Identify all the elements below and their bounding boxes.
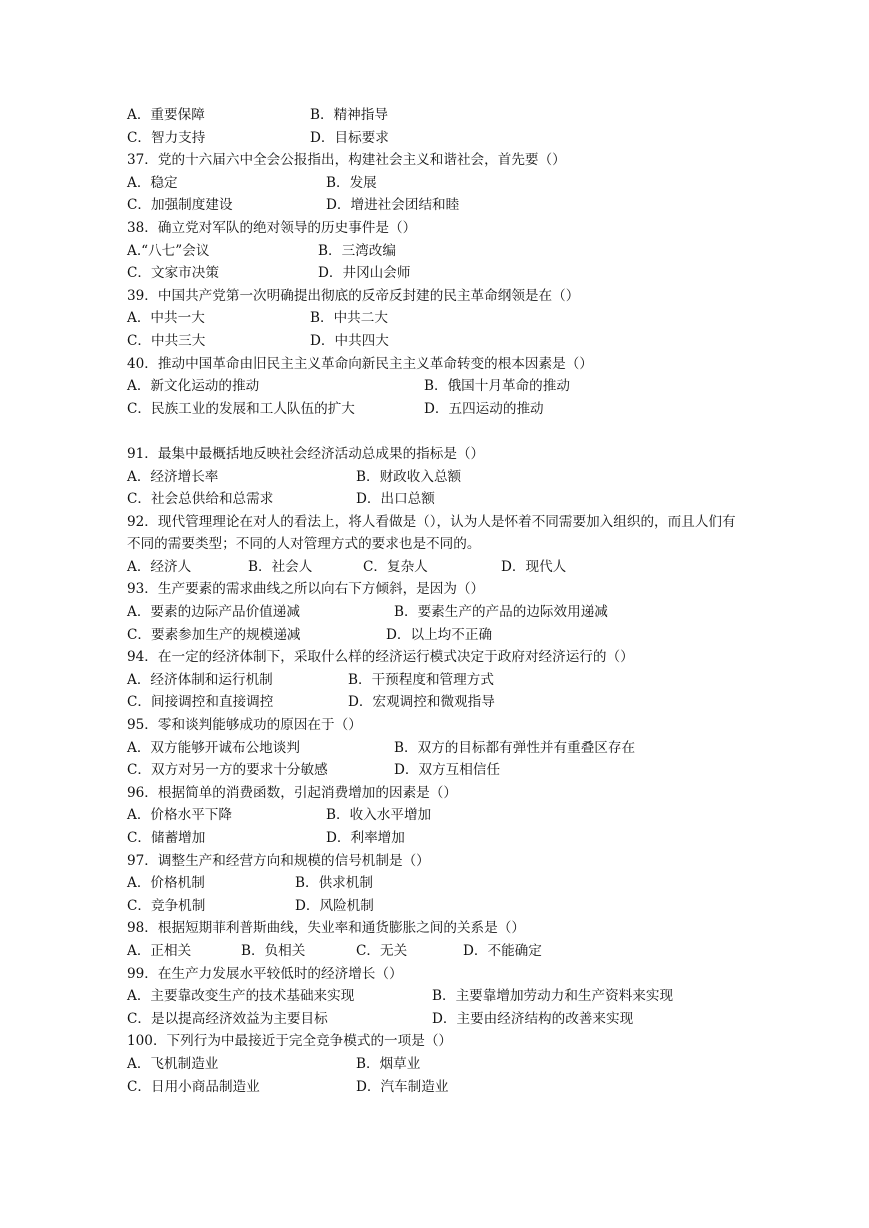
option-row [127,1076,747,1099]
option-row [127,194,747,217]
answer-option: C．是以提高经济效益为主要目标 [127,1010,328,1027]
option-row [127,330,747,353]
answer-option: B．俄国十月革命的推动 [424,378,570,395]
question-stem: 92．现代管理理论在对人的看法上，将人看做是（），认为人是怀着不同需要加入组织的，而且人们有不同的需要类型；不同的人对管理方式的要求也是不同的。 [127,513,736,553]
answer-option: B．三湾改编 [318,242,396,259]
answer-option: A．飞机制造业 [127,1055,219,1072]
answer-option: B．干预程度和管理方式 [348,671,494,688]
option-row [127,488,747,511]
answer-option: A．稳定 [127,174,178,191]
answer-option: B．双方的目标都有弹性并有重叠区存在 [394,739,636,756]
question-stem: 97．调整生产和经营方向和规模的信号机制是（） [127,852,430,869]
option-row [127,262,747,285]
answer-option: D．汽车制造业 [356,1078,449,1095]
section-party-history [127,104,747,420]
option-row [127,737,747,760]
question-q94 [127,646,747,714]
option-row [127,601,747,624]
question-q40 [127,353,747,421]
answer-option: D．五四运动的推动 [424,400,544,417]
answer-option: B．财政收入总额 [356,468,462,485]
question-q100 [127,1030,747,1098]
option-row [127,827,747,850]
option-row [127,872,747,895]
exam-page [127,104,747,1098]
answer-option: C．要素参加生产的规模递减 [127,626,301,643]
answer-option: D．中共四大 [310,332,389,349]
option-row [127,375,747,398]
answer-option: C．民族工业的发展和工人队伍的扩大 [127,400,355,417]
option-row [127,691,747,714]
answer-option: C．储蓄增加 [127,830,206,846]
question-stem: 98．根据短期菲利普斯曲线，失业率和通货膨胀之间的关系是（） [127,920,525,937]
answer-option: A.“八七”会议 [127,242,210,259]
option-row [127,804,747,827]
answer-option: D．增进社会团结和睦 [326,197,460,214]
answer-option: D．不能确定 [463,942,542,959]
question-q37 [127,149,747,217]
section-economics [127,443,747,1098]
question-stem: 96．根据简单的消费函数，引起消费增加的因素是（） [127,784,457,801]
question-stem: 100．下列行为中最接近于完全竞争模式的一项是（） [127,1033,453,1050]
question-q91 [127,443,747,511]
answer-option: C．智力支持 [127,129,206,146]
answer-option: D．双方互相信任 [394,762,501,779]
question-q99 [127,963,747,1031]
answer-option: A．经济人 [127,558,192,575]
question-q97 [127,850,747,918]
answer-option: D．利率增加 [326,830,405,846]
option-row [127,985,747,1008]
answer-option: A．要素的边际产品价值递减 [127,604,300,621]
answer-option: B．精神指导 [310,107,388,123]
answer-option: B．供求机制 [295,875,373,892]
answer-option: B．要素生产的产品的边际效用递减 [394,604,608,621]
answer-option: C．竞争机制 [127,897,206,914]
option-row [127,398,747,421]
answer-option: D．出口总额 [356,491,435,508]
answer-option: A．中共一大 [127,310,205,327]
option-row [127,307,747,330]
answer-option: C．社会总供给和总需求 [127,491,274,508]
option-row [127,1053,747,1076]
question-stem: 95．零和谈判能够成功的原因在于（） [127,717,362,734]
question-q95 [127,714,747,782]
question-q98 [127,917,747,962]
answer-option: C．双方对另一方的要求十分敏感 [127,762,328,779]
answer-option: B．负相关 [241,942,306,959]
answer-option: D．目标要求 [310,129,389,146]
answer-option: B．烟草业 [356,1055,421,1072]
answer-option: A．重要保障 [127,107,205,123]
answer-option: A．价格水平下降 [127,807,232,824]
answer-option: D．以上均不正确 [386,626,493,643]
answer-option: A．正相关 [127,942,192,959]
question-stem: 37．党的十六届六中全会公报指出，构建社会主义和谐社会，首先要（） [127,152,566,169]
question-q92 [127,511,747,579]
option-row [127,759,747,782]
answer-option: D．井冈山会师 [318,265,411,282]
answer-option: B．发展 [326,174,377,191]
question-q38 [127,217,747,285]
question-stem: 38．确立党对军队的绝对领导的历史事件是（） [127,219,417,236]
answer-option: D．现代人 [501,558,567,575]
question-q39 [127,285,747,353]
answer-option: C．文家市决策 [127,265,219,282]
answer-option: D．主要由经济结构的改善来实现 [432,1010,634,1027]
option-row [127,895,747,918]
question-stem: 40．推动中国革命由旧民主主义革命向新民主主义革命转变的根本因素是（） [127,355,593,372]
answer-option: A．经济体制和运行机制 [127,671,273,688]
option-row [127,104,747,127]
answer-option: A．经济增长率 [127,468,219,485]
answer-option: B．社会人 [248,558,313,575]
answer-option: C．无关 [356,942,408,959]
answer-option: B．主要靠增加劳动力和生产资料来实现 [432,988,674,1005]
answer-option: C．日用小商品制造业 [127,1078,260,1095]
section-gap [127,420,747,443]
answer-option: B．中共二大 [310,310,388,327]
option-row [127,669,747,692]
answer-option: A．新文化运动的推动 [127,378,260,395]
question-q96 [127,782,747,850]
answer-option: D．风险机制 [295,897,374,914]
question-stem: 94．在一定的经济体制下，采取什么样的经济运行模式决定于政府对经济运行的（） [127,649,634,666]
answer-option: A．双方能够开诚布公地谈判 [127,739,300,756]
question-stem: 99．在生产力发展水平较低时的经济增长（） [127,965,403,982]
option-row [127,1008,747,1031]
option-row [127,556,747,579]
answer-option: C．间接调控和直接调控 [127,694,274,711]
option-row [127,127,747,150]
answer-option: A．价格机制 [127,875,205,892]
option-row [127,240,747,263]
question-stem: 91．最集中最概括地反映社会经济活动总成果的指标是（） [127,445,485,462]
question-stem: 93．生产要素的需求曲线之所以向右下方倾斜，是因为（） [127,581,485,598]
answer-option: A．主要靠改变生产的技术基础来实现 [127,988,355,1005]
option-row [127,624,747,647]
question-q36-options [127,104,747,149]
option-row [127,940,747,963]
answer-option: B．收入水平增加 [326,807,432,824]
answer-option: C．加强制度建设 [127,197,233,214]
answer-option: C．中共三大 [127,332,206,349]
question-stem: 39．中国共产党第一次明确提出彻底的反帝反封建的民主革命纲领是在（） [127,287,580,304]
answer-option: D．宏观调控和微观指导 [348,694,495,711]
question-q93 [127,578,747,646]
option-row [127,172,747,195]
answer-option: C．复杂人 [363,558,428,575]
option-row [127,466,747,489]
